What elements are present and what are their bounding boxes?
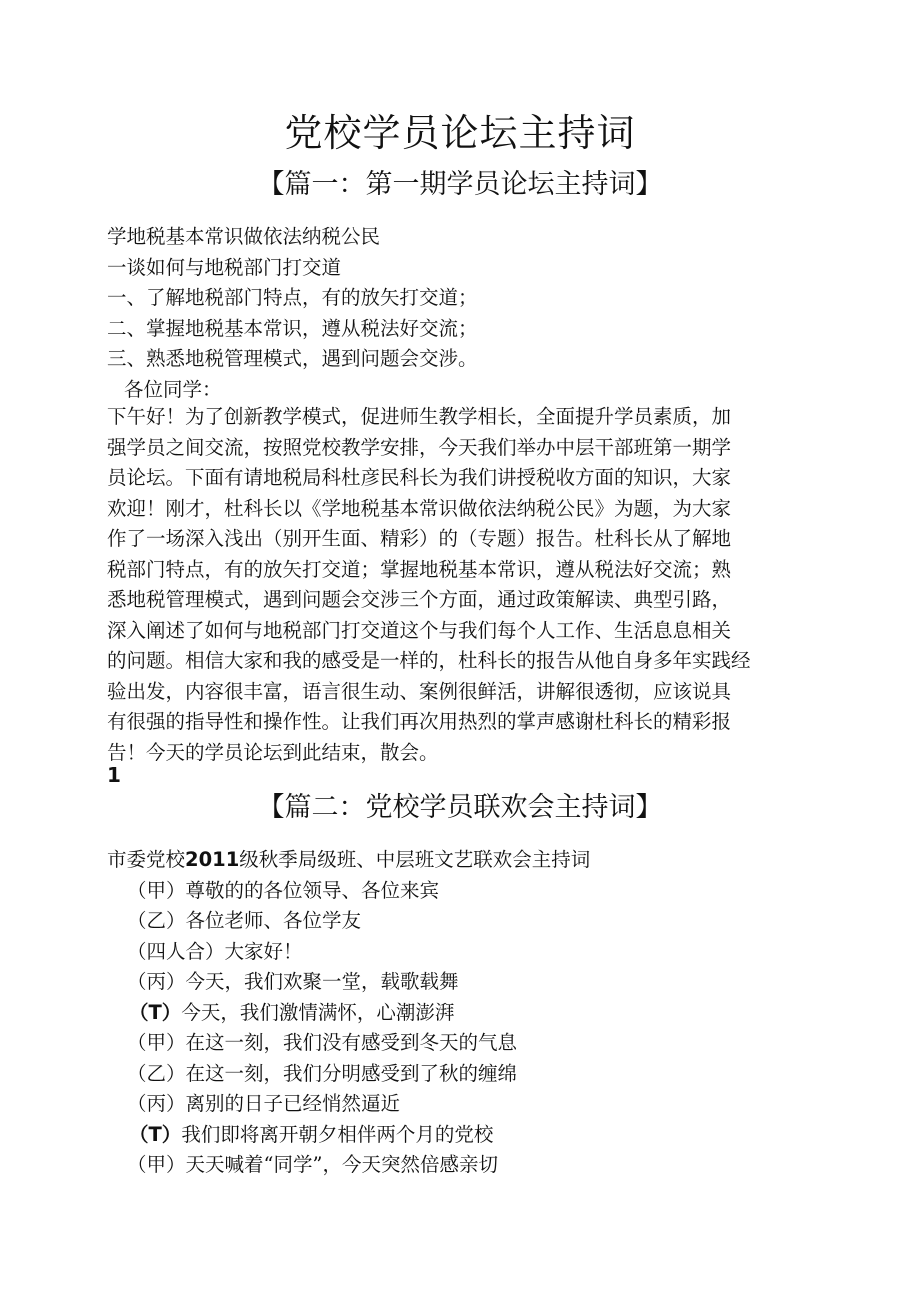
intro-prefix: 市委党校 [107,848,186,871]
line-text: 今天，我们欢聚一堂，载歌载舞 [185,970,459,993]
text-line: 三、熟悉地税管理模式，遇到问题会交涉。 [107,347,478,370]
section-heading-2: 【篇二：党校学员联欢会主持词】 [257,792,663,823]
text-line: 学地税基本常识做依法纳税公民 [107,225,381,248]
text-line: 的问题。相信大家和我的感受是一样的，杜科长的报告从他自身多年实践经 [107,649,751,672]
text-line: 验出发，内容很丰富，语言很生动、案例很鲜活，讲解很透彻，应该说具 [107,679,732,703]
speaker-role: （T） [129,1122,182,1146]
script-line [107,906,813,937]
line-text: 今天，我们激情满怀，心潮澎湃 [181,1000,455,1024]
intro-year: 2011 [185,848,240,871]
script-line [107,967,813,998]
speaker-role: （乙） [127,909,186,932]
text-line: 一谈如何与地税部门打交道 [107,255,342,279]
script-line [107,1150,813,1181]
text-line: 作了一场深入浅出（别开生面、精彩）的（专题）报告。杜科长从了解地 [107,527,732,550]
script-line [107,876,813,907]
line-text: 我们即将离开朝夕相伴两个月的党校 [181,1122,494,1146]
section1-intro [107,222,813,405]
text-line: 一、了解地税部门特点，有的放矢打交道； [107,286,478,309]
line-text: 天天喊着“同学”，今天突然倍感亲切 [185,1153,498,1176]
text-line: 强学员之间交流，按照党校教学安排，今天我们举办中层干部班第一期学 [107,435,732,459]
speaker-role: （四人合） [127,939,225,963]
intro-line [107,845,813,876]
speaker-role: （乙） [127,1061,186,1085]
text-line: 各位同学： [124,377,222,401]
speaker-role: （甲） [127,1153,186,1176]
page-number: 1 [107,763,121,787]
document-title: 党校学员论坛主持词 [284,111,636,155]
text-line: 有很强的指导性和操作性。让我们再次用热烈的掌声感谢杜科长的精彩报 [107,710,732,733]
line-text: 在这一刻，我们没有感受到冬天的气息 [185,1031,518,1054]
speaker-role: （丙） [127,1092,186,1115]
script-line [107,1120,813,1151]
line-text: 各位老师、各位学友 [185,909,362,932]
speaker-role: （丙） [127,970,186,993]
script-line [107,1089,813,1120]
line-text: 离别的日子已经悄然逼近 [185,1092,401,1115]
speaker-role: （甲） [127,878,186,902]
script-line [107,998,813,1029]
text-line: 税部门特点，有的放矢打交道；掌握地税基本常识，遵从税法好交流；熟 [107,557,732,581]
section1-body [107,402,813,768]
intro-suffix: 级秋季局级班、中层班文艺联欢会主持词 [239,848,591,871]
script-line [107,1028,813,1059]
speaker-role: （甲） [127,1031,186,1054]
text-line: 欢迎！刚才，杜科长以《学地税基本常识做依法纳税公民》为题，为大家 [107,496,732,520]
text-line: 员论坛。下面有请地税局科杜彦民科长为我们讲授税收方面的知识，大家 [107,466,732,489]
section2-body [107,845,813,1181]
text-line: 下午好！为了创新教学模式，促进师生教学相长，全面提升学员素质，加 [107,405,732,428]
script-line [107,1059,813,1090]
text-line: 悉地税管理模式，遇到问题会交涉三个方面，通过政策解读、典型引路， [107,588,732,611]
text-line: 告！今天的学员论坛到此结束，散会。 [107,740,439,764]
text-line: 深入阐述了如何与地税部门打交道这个与我们每个人工作、生活息息相关 [107,618,732,642]
line-text: 在这一刻，我们分明感受到了秋的缠绵 [185,1061,518,1085]
speaker-role: （T） [129,1000,182,1024]
line-text: 大家好！ [224,939,303,963]
text-line: 二、掌握地税基本常识，遵从税法好交流； [107,316,478,340]
script-line [107,937,813,968]
section-heading-1: 【篇一：第一期学员论坛主持词】 [257,169,663,200]
line-text: 尊敬的的各位领导、各位来宾 [185,878,440,902]
